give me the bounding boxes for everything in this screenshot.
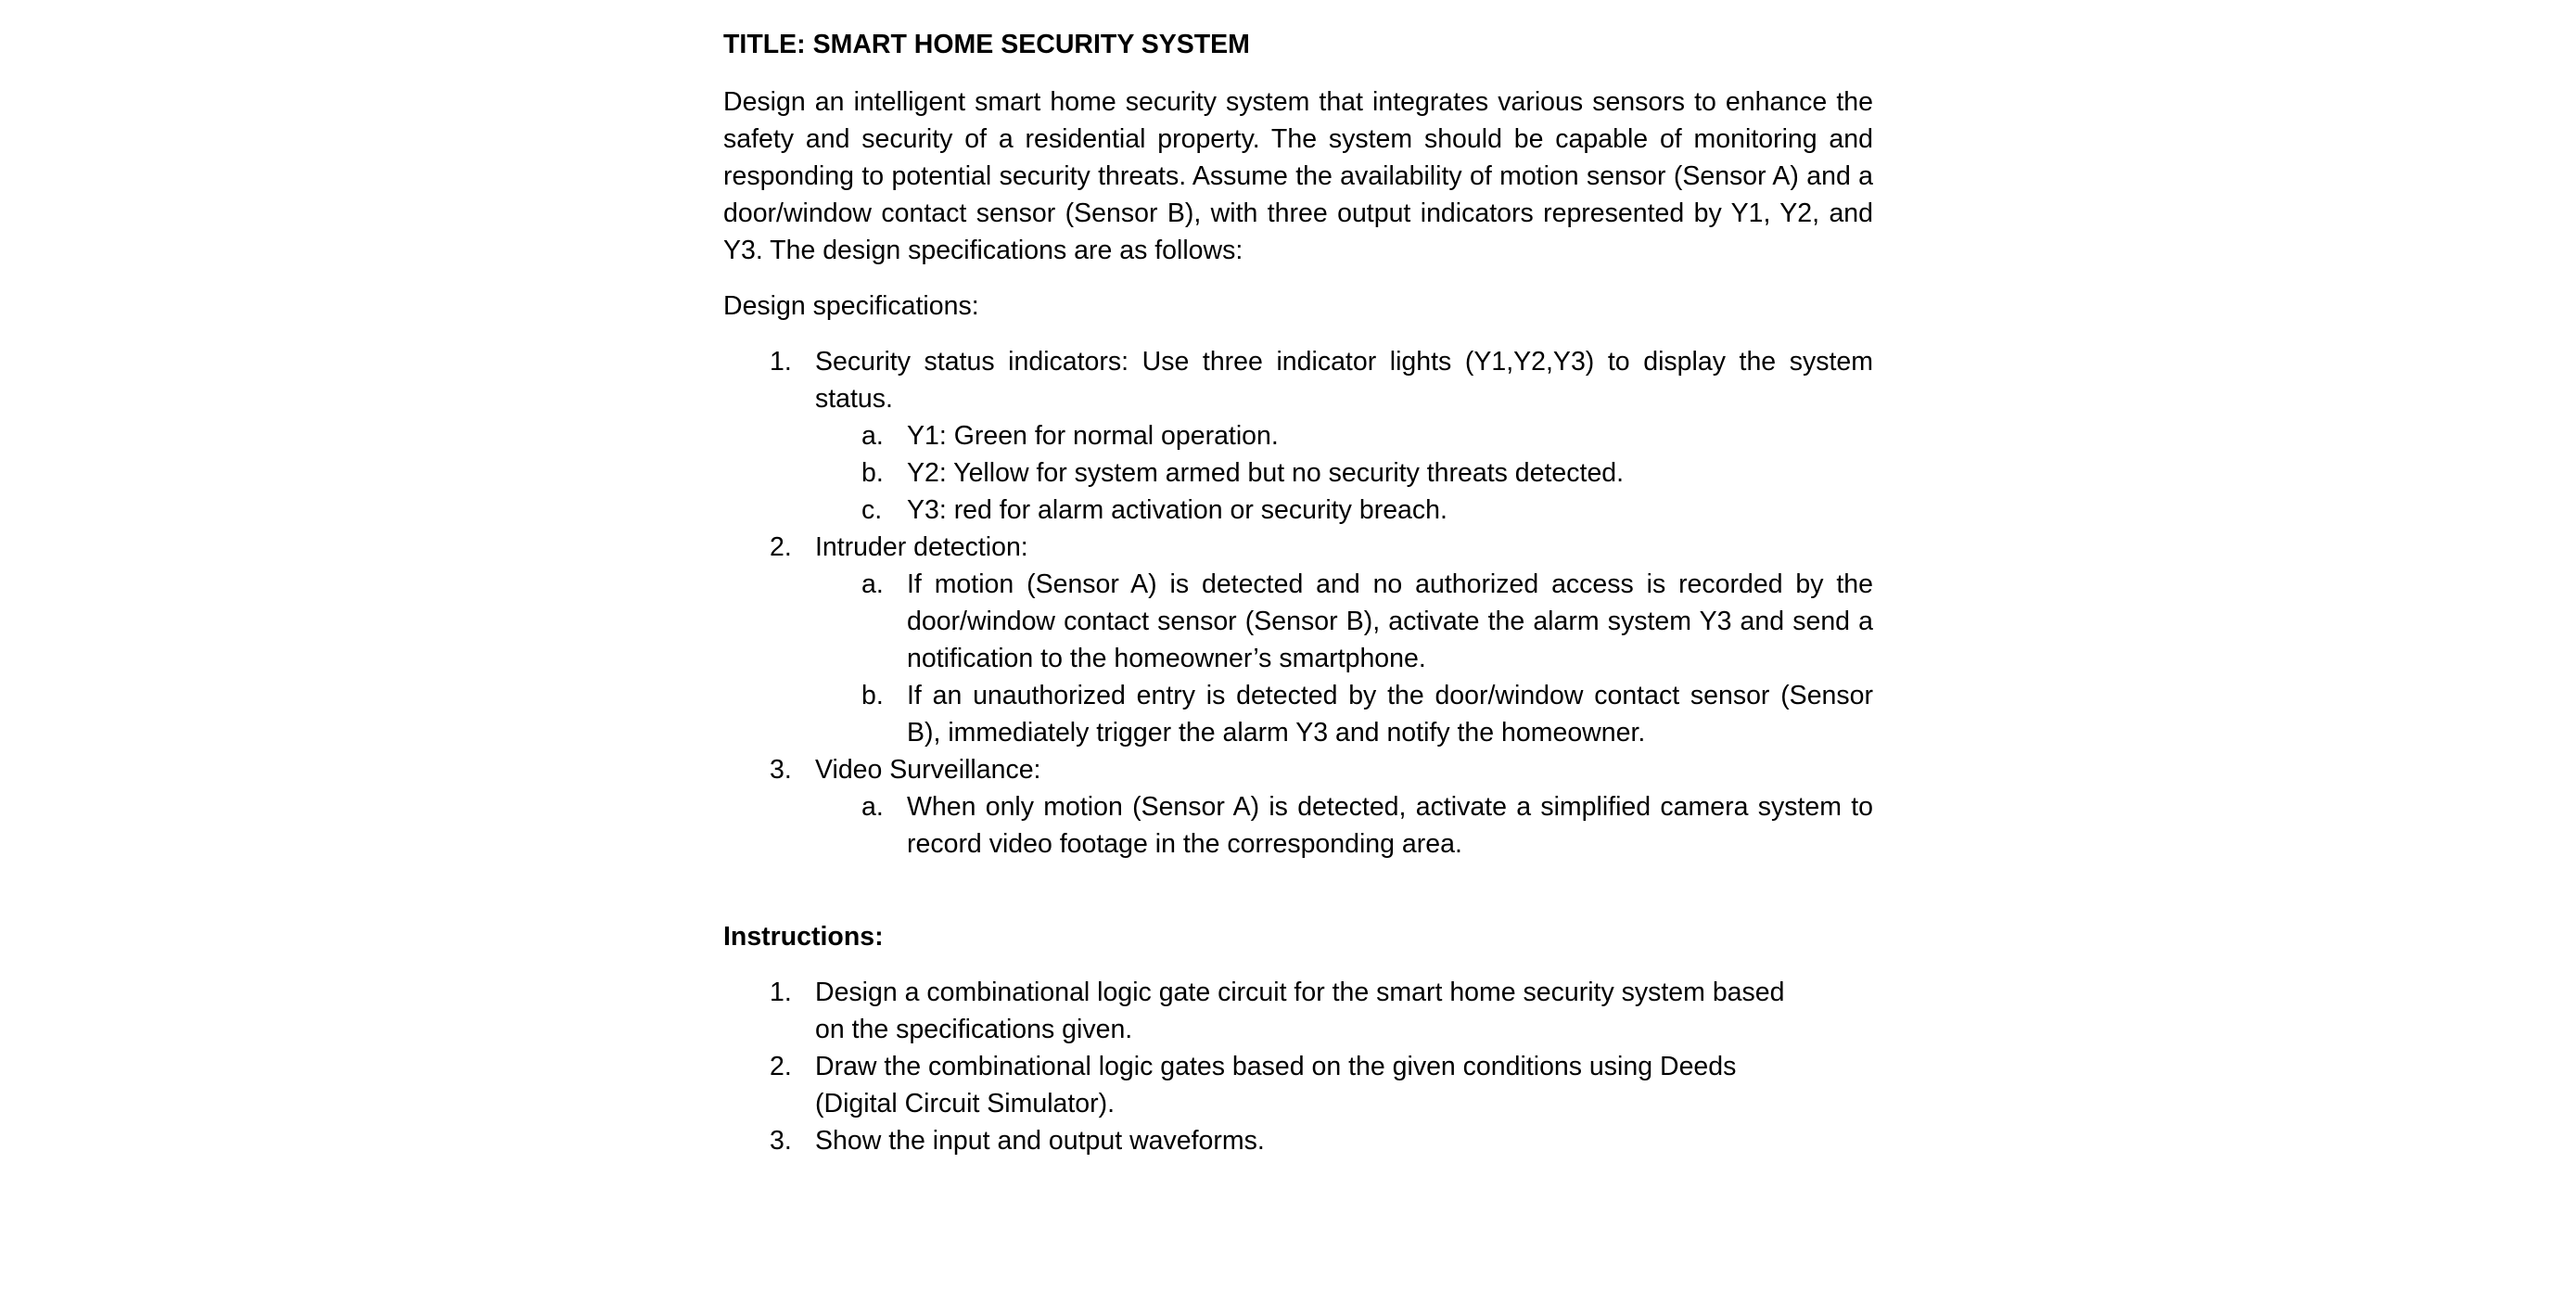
- spec-item-2: [723, 529, 1873, 751]
- subitem-text: If an unauthorized entry is detected by the door/window contact sensor (Sensor B), immediately trigger the alarm Y3 and notify the homeowner.: [907, 681, 1873, 748]
- instruction-number: 2.: [770, 1052, 792, 1081]
- subitem-letter: b.: [861, 681, 884, 710]
- instruction-text: Draw the combinational logic gates based on the given conditions using Deeds (Digital Circuit Simulator).: [815, 1052, 1737, 1119]
- instructions-heading: Instructions:: [723, 922, 884, 952]
- instruction-number: 1.: [770, 978, 792, 1007]
- spec-sublist: [815, 566, 1873, 751]
- spec-subitem: [815, 566, 1873, 677]
- instruction-item-1: [723, 974, 1813, 1048]
- spec-item-3: [723, 751, 1873, 863]
- subitem-text: Y2: Yellow for system armed but no security threats detected.: [907, 458, 1625, 488]
- document-title: TITLE: SMART HOME SECURITY SYSTEM: [723, 30, 1250, 59]
- spec-subitem: [815, 492, 1873, 529]
- subitem-letter: a.: [861, 792, 884, 822]
- subitem-text: When only motion (Sensor A) is detected, activate a simplified camera system to record video footage in the corresponding area.: [907, 792, 1873, 859]
- spec-text: Video Surveillance:: [815, 755, 1041, 785]
- spec-number: 1.: [770, 347, 792, 377]
- spec-subitem: [815, 417, 1873, 454]
- subitem-letter: a.: [861, 569, 884, 599]
- spec-item-1: [723, 343, 1873, 529]
- subitem-letter: a.: [861, 421, 884, 451]
- document-page: [723, 24, 1873, 1159]
- spec-number: 2.: [770, 532, 792, 562]
- specs-list: [723, 343, 1873, 863]
- instructions-block: [723, 974, 1813, 1159]
- subitem-letter: b.: [861, 458, 884, 488]
- section-spacer: [723, 863, 1873, 918]
- intro-paragraph: Design an intelligent smart home security system that integrates various sensors to enhance the safety and security of a residential property. The system should be capable of monitoring and responding to potential security threats. Assume the availability of motion sensor (Sensor A) and a door/window contact sensor (Sensor B), with three output indicators represented by Y1, Y2, and Y3. The design specifications are as follows:: [723, 87, 1873, 265]
- subitem-text: If motion (Sensor A) is detected and no authorized access is recorded by the door/window contact sensor (Sensor B), activate the alarm system Y3 and send a notification to the homeowner’s smartphone.: [907, 569, 1873, 673]
- instruction-item-2: [723, 1048, 1813, 1122]
- spec-subitem: [815, 454, 1873, 492]
- subitem-letter: c.: [861, 495, 883, 525]
- specs-heading: Design specifications:: [723, 291, 979, 321]
- instruction-number: 3.: [770, 1126, 792, 1156]
- instruction-text: Show the input and output waveforms.: [815, 1126, 1265, 1156]
- instruction-item-3: [723, 1122, 1813, 1159]
- spec-sublist: [815, 417, 1873, 529]
- instructions-list: [723, 974, 1813, 1159]
- subitem-text: Y3: red for alarm activation or security breach.: [907, 495, 1447, 525]
- instruction-text: Design a combinational logic gate circuit for the smart home security system based on the specifications given.: [815, 978, 1785, 1044]
- spec-sublist: [815, 788, 1873, 863]
- spec-subitem: [815, 677, 1873, 751]
- spec-number: 3.: [770, 755, 792, 785]
- subitem-text: Y1: Green for normal operation.: [907, 421, 1279, 451]
- spec-subitem: [815, 788, 1873, 863]
- spec-text: Intruder detection:: [815, 532, 1028, 562]
- spec-text: Security status indicators: Use three indicator lights (Y1,Y2,Y3) to display the system status.: [815, 347, 1873, 414]
